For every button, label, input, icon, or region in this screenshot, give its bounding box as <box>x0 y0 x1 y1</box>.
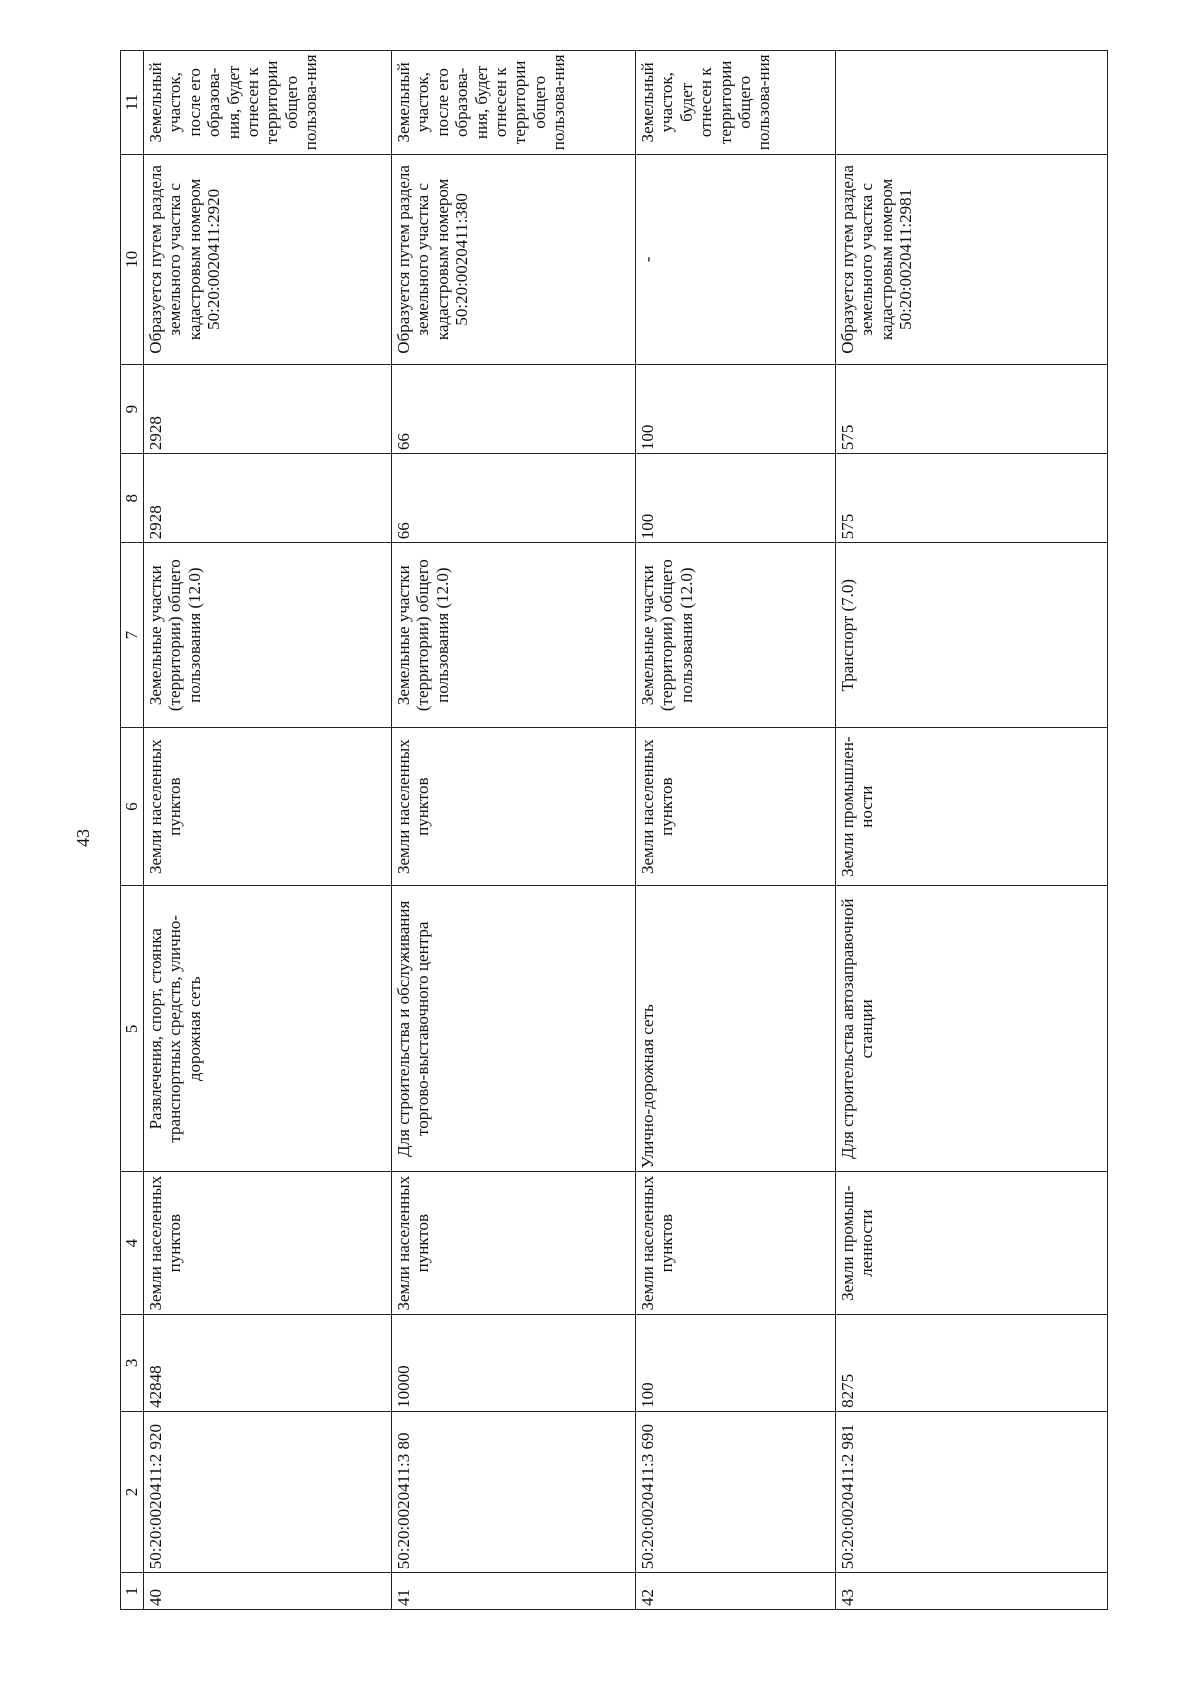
area-formed: 66 <box>392 365 636 454</box>
col-header-10: 10 <box>121 154 144 364</box>
cadastral-number: 50:20:0020411:2 981 <box>836 1411 1108 1572</box>
area-new: 66 <box>392 454 636 543</box>
permitted-use-new: Земельные участки (территории) общего пользования (12.0) <box>636 543 836 728</box>
table-row <box>144 51 392 1610</box>
formation-method: Образуется путем раздела земельного участка с кадастровым номером 50:20:0020411:380 <box>392 154 636 364</box>
land-category-new: Земли населенных пунктов <box>144 728 392 886</box>
col-header-8: 8 <box>121 454 144 543</box>
area-formed: 575 <box>836 365 1108 454</box>
note: Земельный участок, будет отнесен к территории общего пользова-ния <box>636 51 836 155</box>
permitted-use-new: Земельные участки (территории) общего пользования (12.0) <box>392 543 636 728</box>
land-category-new: Земли населенных пунктов <box>392 728 636 886</box>
area-new: 2928 <box>144 454 392 543</box>
col-header-11: 11 <box>121 51 144 155</box>
col-header-7: 7 <box>121 543 144 728</box>
formation-method: Образуется путем раздела земельного участка с кадастровым номером 50:20:0020411:2920 <box>144 154 392 364</box>
row-number: 42 <box>636 1573 836 1610</box>
note <box>836 51 1108 155</box>
cadastral-number: 50:20:0020411:2 920 <box>144 1411 392 1572</box>
permitted-use: Для строительства автозаправочной станции <box>836 886 1108 1172</box>
col-header-6: 6 <box>121 728 144 886</box>
permitted-use-new: Транспорт (7.0) <box>836 543 1108 728</box>
area-new: 575 <box>836 454 1108 543</box>
formation-method: Образуется путем раздела земельного участка с кадастровым номером 50:20:0020411:2981 <box>836 154 1108 364</box>
land-category-new: Земли промышлен-ности <box>836 728 1108 886</box>
col-header-3: 3 <box>121 1314 144 1411</box>
area-value: 8275 <box>836 1314 1108 1411</box>
col-header-1: 1 <box>121 1573 144 1610</box>
table-row <box>836 51 1108 1610</box>
land-category: Земли населенных пунктов <box>392 1172 636 1315</box>
row-number: 40 <box>144 1573 392 1610</box>
land-plot-table <box>120 50 1108 1610</box>
area-formed: 100 <box>636 365 836 454</box>
col-header-5: 5 <box>121 886 144 1172</box>
header-row <box>121 51 144 1610</box>
formation-method: - <box>636 154 836 364</box>
land-category: Земли населенных пунктов <box>144 1172 392 1315</box>
cadastral-number: 50:20:0020411:3 80 <box>392 1411 636 1572</box>
note: Земельный участок, после его образова-ния, будет отнесен к территории общего пользова-ния <box>392 51 636 155</box>
col-header-4: 4 <box>121 1172 144 1315</box>
area-new: 100 <box>636 454 836 543</box>
land-category: Земли населенных пунктов <box>636 1172 836 1315</box>
permitted-use: Развлечения, спорт, стоянка транспортных средств, улично-дорожная сеть <box>144 886 392 1172</box>
table-row <box>636 51 836 1610</box>
permitted-use: Для строительства и обслуживания торгово-выставочного центра <box>392 886 636 1172</box>
table-row <box>392 51 636 1610</box>
note: Земельный участок, после его образова-ния, будет отнесен к территории общего пользова-ния <box>144 51 392 155</box>
permitted-use: Улично-дорожная сеть <box>636 886 836 1172</box>
permitted-use-new: Земельные участки (территории) общего пользования (12.0) <box>144 543 392 728</box>
cadastral-number: 50:20:0020411:3 690 <box>636 1411 836 1572</box>
col-header-9: 9 <box>121 365 144 454</box>
rotated-table-container <box>120 50 1120 1610</box>
area-value: 100 <box>636 1314 836 1411</box>
land-category-new: Земли населенных пунктов <box>636 728 836 886</box>
area-value: 10000 <box>392 1314 636 1411</box>
page-number: 43 <box>72 829 93 847</box>
col-header-2: 2 <box>121 1411 144 1572</box>
land-category: Земли промыш-ленности <box>836 1172 1108 1315</box>
row-number: 41 <box>392 1573 636 1610</box>
row-number: 43 <box>836 1573 1108 1610</box>
area-formed: 2928 <box>144 365 392 454</box>
area-value: 42848 <box>144 1314 392 1411</box>
